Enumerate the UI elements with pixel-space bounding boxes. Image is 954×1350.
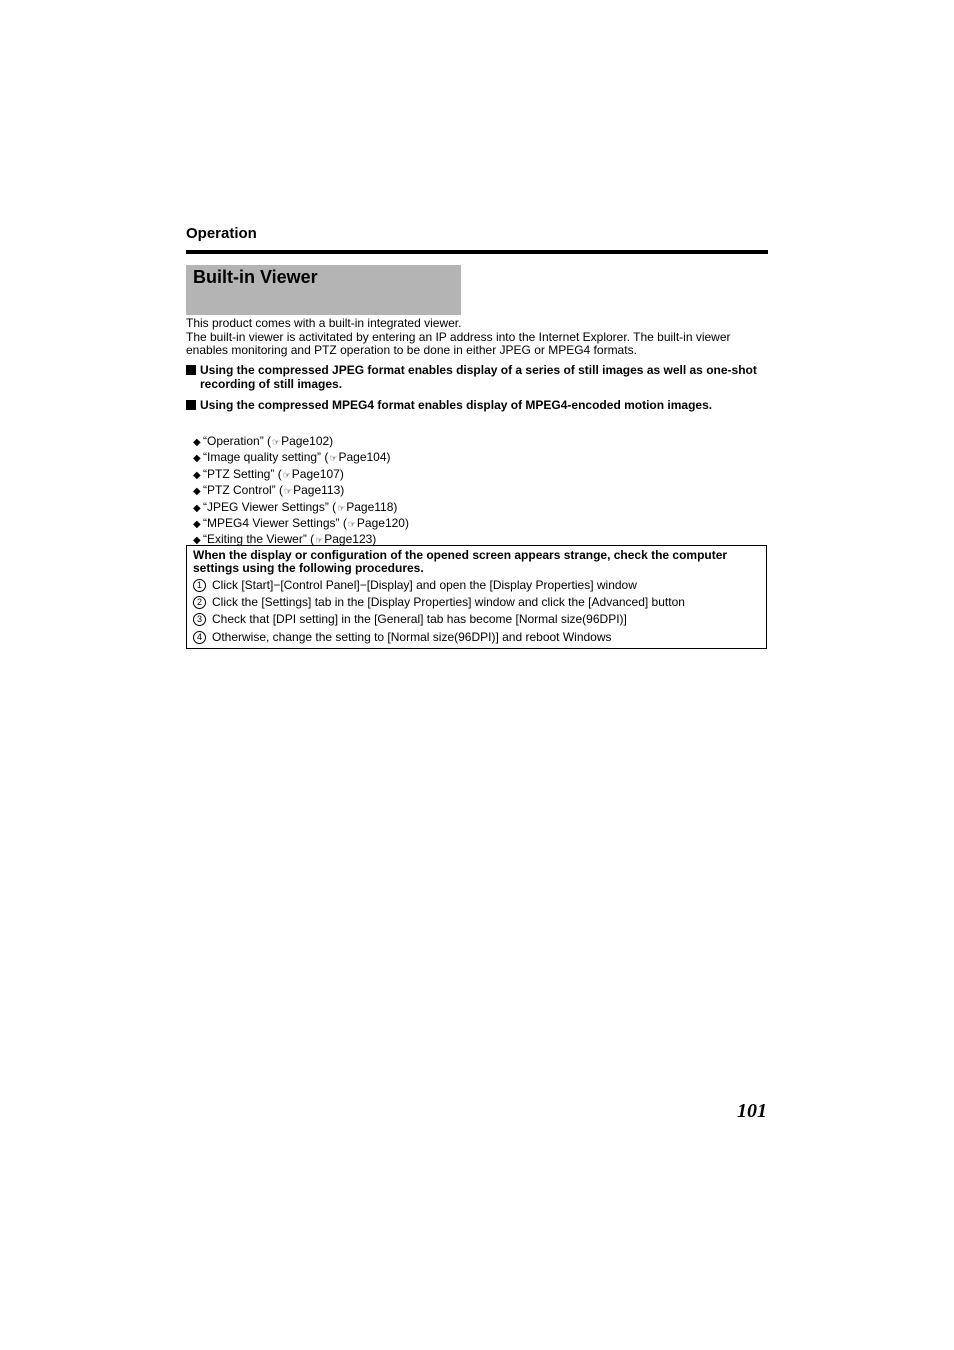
- step-number: 1: [193, 579, 206, 592]
- step-text: Click [Start]−[Control Panel]−[Display] and open the [Display Properties] window: [212, 578, 637, 592]
- reference-label: “MPEG4 Viewer Settings”: [203, 516, 340, 531]
- black-square-icon: [186, 400, 196, 410]
- note-step: [193, 612, 627, 626]
- diamond-icon: ◆: [193, 437, 201, 448]
- page-number: 101: [737, 1100, 767, 1122]
- step-text: Otherwise, change the setting to [Normal size(96DPI)] and reboot Windows: [212, 630, 612, 644]
- title-box: [186, 265, 461, 315]
- diamond-icon: ◆: [193, 469, 201, 481]
- feature-item: [186, 398, 770, 412]
- feature-list: [186, 363, 770, 419]
- diamond-icon: ◆: [193, 486, 201, 498]
- pointing-hand-icon: ☞: [284, 486, 293, 497]
- reference-item[interactable]: ◆ “PTZ Setting” ( ☞ Page107 ): [193, 467, 409, 483]
- reference-label: “Operation”: [203, 434, 264, 448]
- reference-page: Page123: [324, 532, 373, 547]
- reference-page: Page102: [281, 434, 330, 448]
- reference-list: [193, 434, 409, 549]
- feature-text: Using the compressed JPEG format enables display of a series of still images as well as one-shot recording of still images.: [200, 363, 757, 391]
- reference-item[interactable]: ◆ “PTZ Control” ( ☞ Page113 ): [193, 483, 409, 499]
- reference-page: Page113: [293, 483, 341, 498]
- note-step: [193, 578, 637, 592]
- diamond-icon: ◆: [193, 519, 201, 531]
- intro-line-2: The built-in viewer is activitated by entering an IP address into the Internet Explorer. The built-in viewer enables monitoring and PTZ operation to be done in either JPEG or MPEG4 formats.: [186, 329, 731, 358]
- intro-line-1: This product comes with a built-in integrated viewer.: [186, 316, 462, 330]
- black-square-icon: [186, 365, 196, 375]
- reference-page: Page104: [338, 450, 387, 465]
- reference-page: Page120: [356, 516, 405, 531]
- pointing-hand-icon: ☞: [329, 453, 338, 464]
- pointing-hand-icon: ☞: [282, 469, 291, 480]
- reference-label: “PTZ Control”: [203, 483, 276, 498]
- reference-label: “Exiting the Viewer”: [203, 532, 307, 547]
- page-title: Built-in Viewer: [193, 267, 318, 287]
- note-step: [193, 595, 685, 609]
- intro-text: [186, 317, 770, 358]
- note-box: [186, 545, 767, 649]
- reference-label: “JPEG Viewer Settings”: [203, 499, 329, 514]
- feature-text: Using the compressed MPEG4 format enables display of MPEG4-encoded motion images.: [200, 398, 713, 412]
- reference-page: Page118: [346, 499, 394, 514]
- step-text: Check that [DPI setting] in the [General] tab has become [Normal size(96DPI)]: [212, 612, 627, 626]
- reference-label: “PTZ Setting”: [203, 466, 275, 481]
- reference-item[interactable]: ◆ “Exiting the Viewer” ( ☞ Page123 ): [193, 532, 409, 548]
- pointing-hand-icon: ☞: [315, 535, 324, 546]
- step-number: 3: [193, 613, 206, 626]
- pointing-hand-icon: ☞: [272, 437, 281, 447]
- feature-item: [186, 363, 770, 391]
- reference-item[interactable]: ◆ “Operation” ( ☞ Page102 ): [193, 434, 409, 450]
- section-divider: [186, 250, 768, 254]
- reference-page: Page107: [291, 466, 340, 481]
- section-label: Operation: [186, 225, 257, 242]
- reference-item[interactable]: ◆ “Image quality setting” ( ☞ Page104 ): [193, 450, 409, 466]
- step-number: 2: [193, 596, 206, 609]
- pointing-hand-icon: ☞: [337, 502, 346, 513]
- step-number: 4: [193, 631, 206, 644]
- step-text: Click the [Settings] tab in the [Display Properties] window and click the [Advanced] button: [212, 595, 685, 609]
- diamond-icon: ◆: [193, 502, 201, 514]
- diamond-icon: ◆: [193, 535, 201, 547]
- reference-label: “Image quality setting”: [203, 450, 322, 465]
- note-title: When the display or configuration of the opened screen appears strange, check the computer settings using the following procedures.: [193, 548, 728, 575]
- note-step: [193, 630, 612, 644]
- pointing-hand-icon: ☞: [347, 519, 356, 530]
- diamond-icon: ◆: [193, 453, 201, 465]
- reference-item[interactable]: ◆ “JPEG Viewer Settings” ( ☞ Page118 ): [193, 500, 409, 516]
- reference-item[interactable]: ◆ “MPEG4 Viewer Settings” ( ☞ Page120 ): [193, 516, 409, 532]
